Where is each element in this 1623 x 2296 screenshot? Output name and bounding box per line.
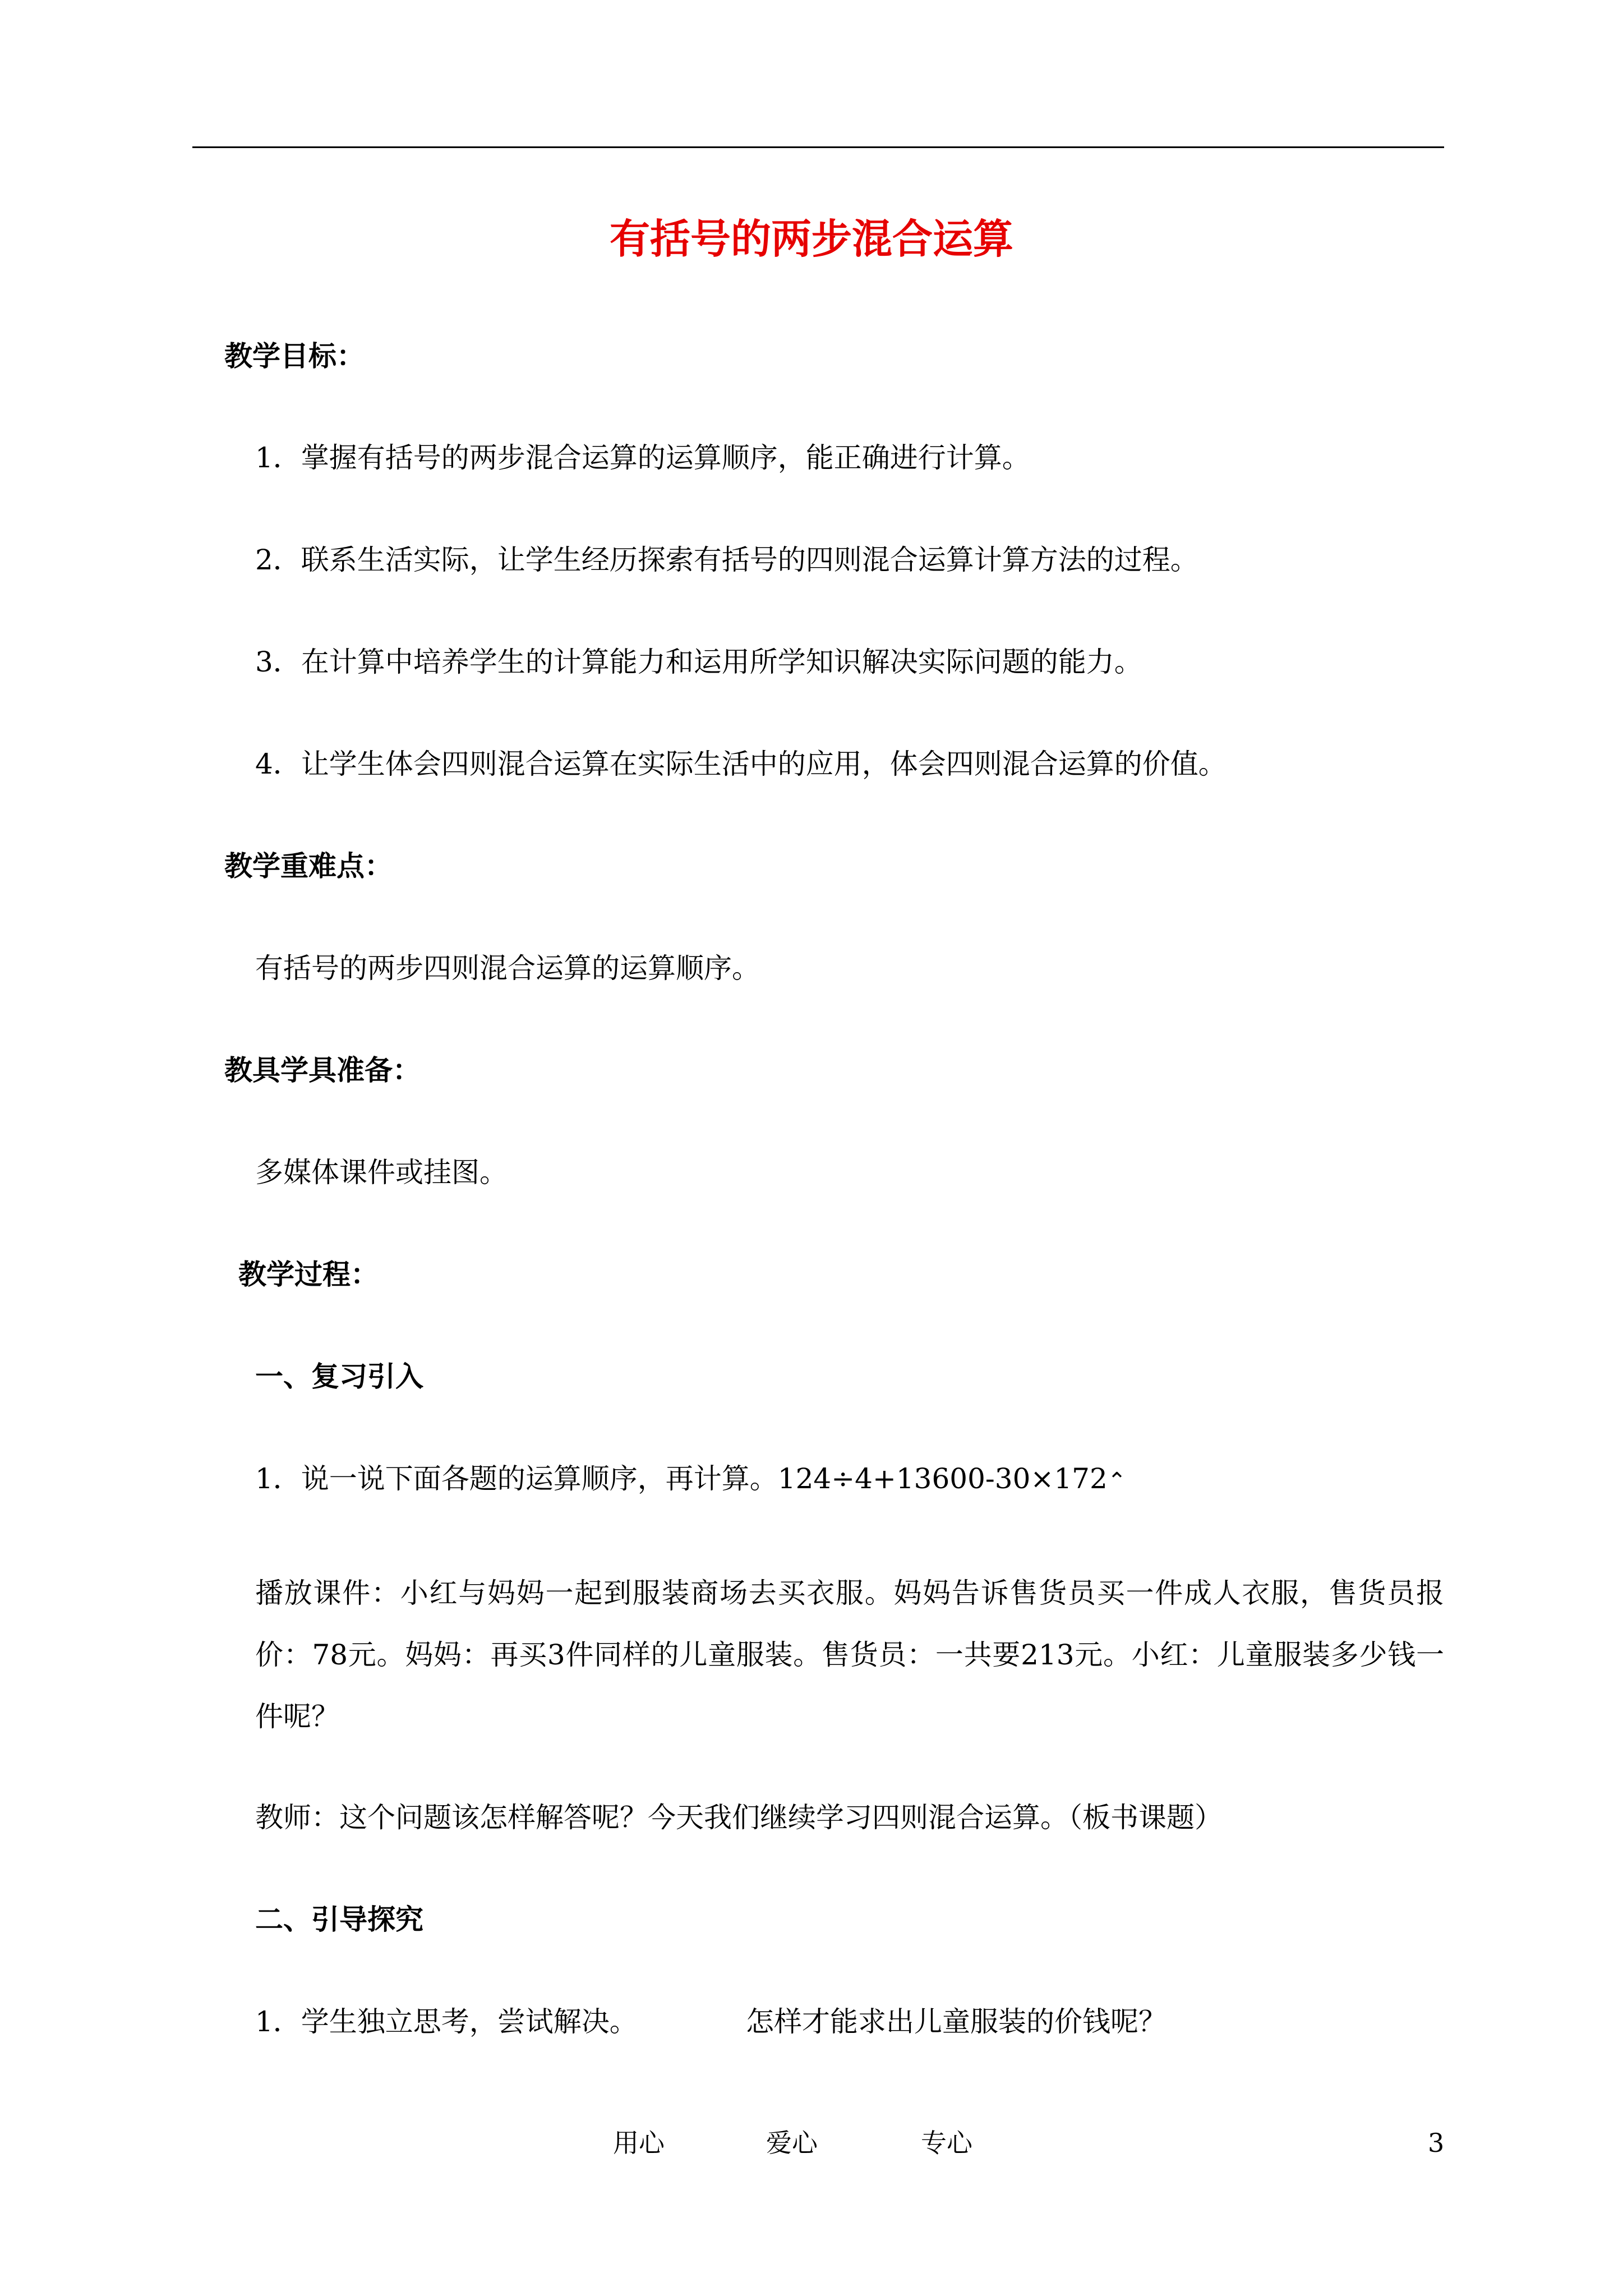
- goal-item-1: 1．掌握有括号的两步混合运算的运算顺序，能正确进行计算。: [255, 441, 1030, 474]
- footer-word-2: 爱心: [766, 2128, 818, 2158]
- page-number: 3: [1428, 2128, 1445, 2158]
- page-title: 有括号的两步混合运算: [609, 215, 1013, 263]
- courseware-paragraph: [255, 1562, 1444, 1747]
- header-rule: [192, 146, 1444, 148]
- keypoints-heading: 教学重难点：: [224, 849, 393, 882]
- footer-word-1: 用心: [613, 2128, 665, 2158]
- teacher-text: 教师：这个问题该怎样解答呢？今天我们继续学习四则混合运算。（板书课题）: [255, 1801, 1223, 1834]
- review-item-1-text: 1．说一说下面各题的运算顺序，再计算。124÷4+13600-30×172: [255, 1462, 1108, 1495]
- goal-item-4: 4．让学生体会四则混合运算在实际生活中的应用，体会四则混合运算的价值。: [255, 748, 1227, 780]
- goals-heading: 教学目标：: [224, 339, 365, 372]
- review-item-1: [255, 1459, 1126, 1501]
- keypoints-text: 有括号的两步四则混合运算的运算顺序。: [255, 952, 760, 984]
- explore-question: 怎样才能求出儿童服装的价钱呢？: [746, 2005, 1166, 2038]
- tools-text: 多媒体课件或挂图。: [255, 1156, 508, 1189]
- goal-item-2: 2．联系生活实际，让学生经历探索有括号的四则混合运算计算方法的过程。: [255, 544, 1198, 576]
- courseware-text: 播放课件：小红与妈妈一起到服装商场去买衣服。妈妈告诉售货员买一件成人衣服，售货员报价：78元。妈妈：再买3件同样的儿童服装。售货员：一共要213元。小红：儿童服装多少钱一件呢？: [255, 1577, 1444, 1733]
- caret-icon: ⌃: [1107, 1468, 1127, 1494]
- process-heading: 教学过程：: [238, 1258, 379, 1291]
- section1-heading: 一、复习引入: [255, 1360, 423, 1393]
- goal-item-3: 3．在计算中培养学生的计算能力和运用所学知识解决实际问题的能力。: [255, 646, 1142, 678]
- explore-item-1: 1．学生独立思考，尝试解决。: [255, 2005, 638, 2038]
- section2-heading: 二、引导探究: [255, 1903, 423, 1936]
- footer-word-3: 专心: [921, 2128, 972, 2158]
- tools-heading: 教具学具准备：: [224, 1053, 421, 1087]
